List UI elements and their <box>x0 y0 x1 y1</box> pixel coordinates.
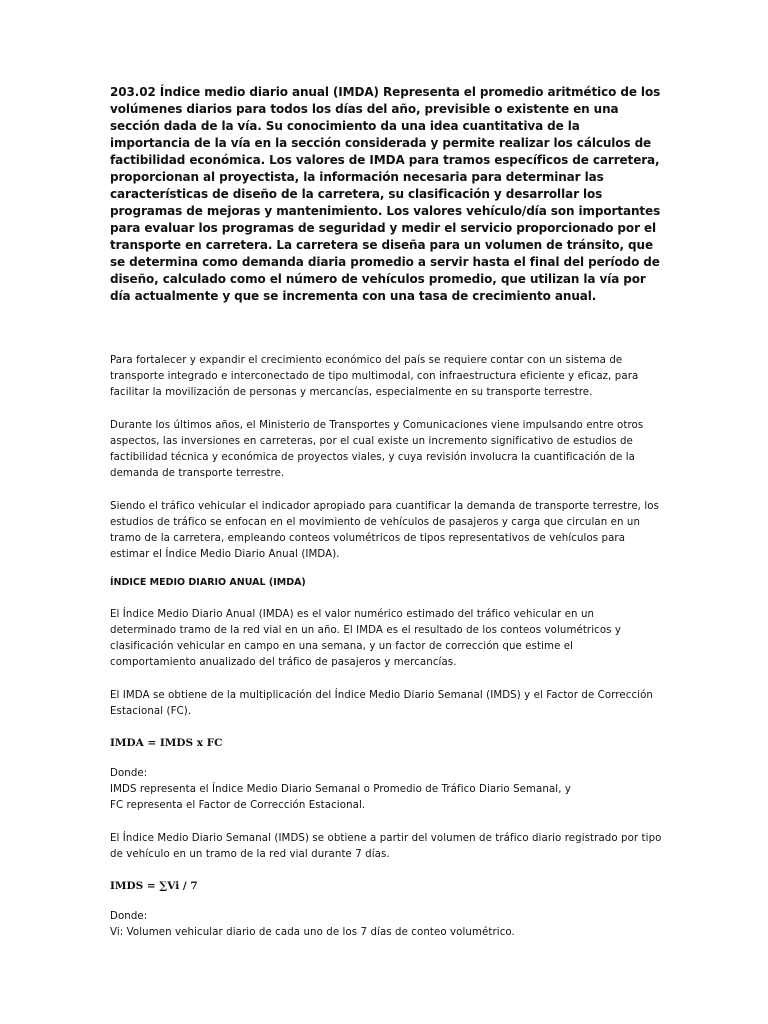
paragraph-traffic-indicator: Siendo el tráfico vehicular el indicador apropiado para cuantificar la demanda de transporte terrestre, los estudios de tráfico se enfocan en el movimiento de vehículos de pasajeros y carga que circulan en un tramo de la carretera, empleando conteos volumétricos de tipos representativos de vehículos para estimar el Índice Medio Diario Anual (IMDA). <box>110 501 660 560</box>
donde-label-1: Donde: <box>110 768 148 779</box>
donde-imds-line: IMDS representa el Índice Medio Diario Semanal o Promedio de Tráfico Diario Semanal, y <box>110 784 572 795</box>
formula-imda: IMDA = IMDS x FC <box>110 737 223 749</box>
paragraph-imda-formula-intro: El IMDA se obtiene de la multiplicación del Índice Medio Diario Semanal (IMDS) y el Factor de Corrección Estacional (FC). <box>110 690 653 717</box>
paragraph-imds-definition: El Índice Medio Diario Semanal (IMDS) se obtiene a partir del volumen de tráfico diario registrado por tipo de vehículo en un tramo de la red vial durante 7 días. <box>110 833 662 860</box>
donde-vi-line: Vi: Volumen vehicular diario de cada uno de los 7 días de conteo volumétrico. <box>110 927 515 938</box>
paragraph-transport-system: Para fortalecer y expandir el crecimiento económico del país se requiere contar con un sistema de transporte integrado e interconectado de tipo multimodal, con infraestructura eficiente y eficaz, para facilitar la movilización de personas y mercancías, especialmente en su transporte terrestre. <box>110 355 639 398</box>
section-heading: ÍNDICE MEDIO DIARIO ANUAL (IMDA) <box>110 577 306 588</box>
formula-imds: IMDS = ∑Vi / 7 <box>110 880 198 892</box>
donde-label-2: Donde: <box>110 911 148 922</box>
document-page <box>110 84 662 941</box>
paragraph-ministry: Durante los últimos años, el Ministerio de Transportes y Comunicaciones viene impulsando entre otros aspectos, las inversiones en carreteras, por el cual existe un incremento significativo de estudios de factibilidad técnica y económica de proyectos viales, y cuya revisión involucra la cuantificación de la demanda de transporte terrestre. <box>110 420 644 479</box>
intro-paragraph: 203.02 Índice medio diario anual (IMDA) Representa el promedio aritmético de los volúmenes diarios para todos los días del año, previsible o existente en una sección dada de la vía. Su conocimiento da una idea cuantitativa de la importancia de la vía en la sección considerada y permite realizar los cálculos de factibilidad económica. Los valores de IMDA para tramos específicos de carretera, proporcionan al proyectista, la información necesaria para determinar las características de diseño de la carretera, su clasificación y desarrollar los programas de mejoras y mantenimiento. Los valores vehículo/día son importantes para evaluar los programas de seguridad y medir el servicio proporcionado por el transporte en carretera. La carretera se diseña para un volumen de tránsito, que se determina como demanda diaria promedio a servir hasta el final del período de diseño, calculado como el número de vehículos promedio, que utilizan la vía por día actualmente y que se incrementa con una tasa de crecimiento anual. <box>110 85 661 303</box>
paragraph-imda-definition: El Índice Medio Diario Anual (IMDA) es el valor numérico estimado del tráfico vehicular en un determinado tramo de la red vial en un año. El IMDA es el resultado de los conteos volumétricos y clasificación vehicular en campo en una semana, y un factor de corrección que estime el comportamiento anualizado del tráfico de pasajeros y mercancías. <box>110 609 622 668</box>
donde-fc-line: FC representa el Factor de Corrección Estacional. <box>110 800 366 811</box>
